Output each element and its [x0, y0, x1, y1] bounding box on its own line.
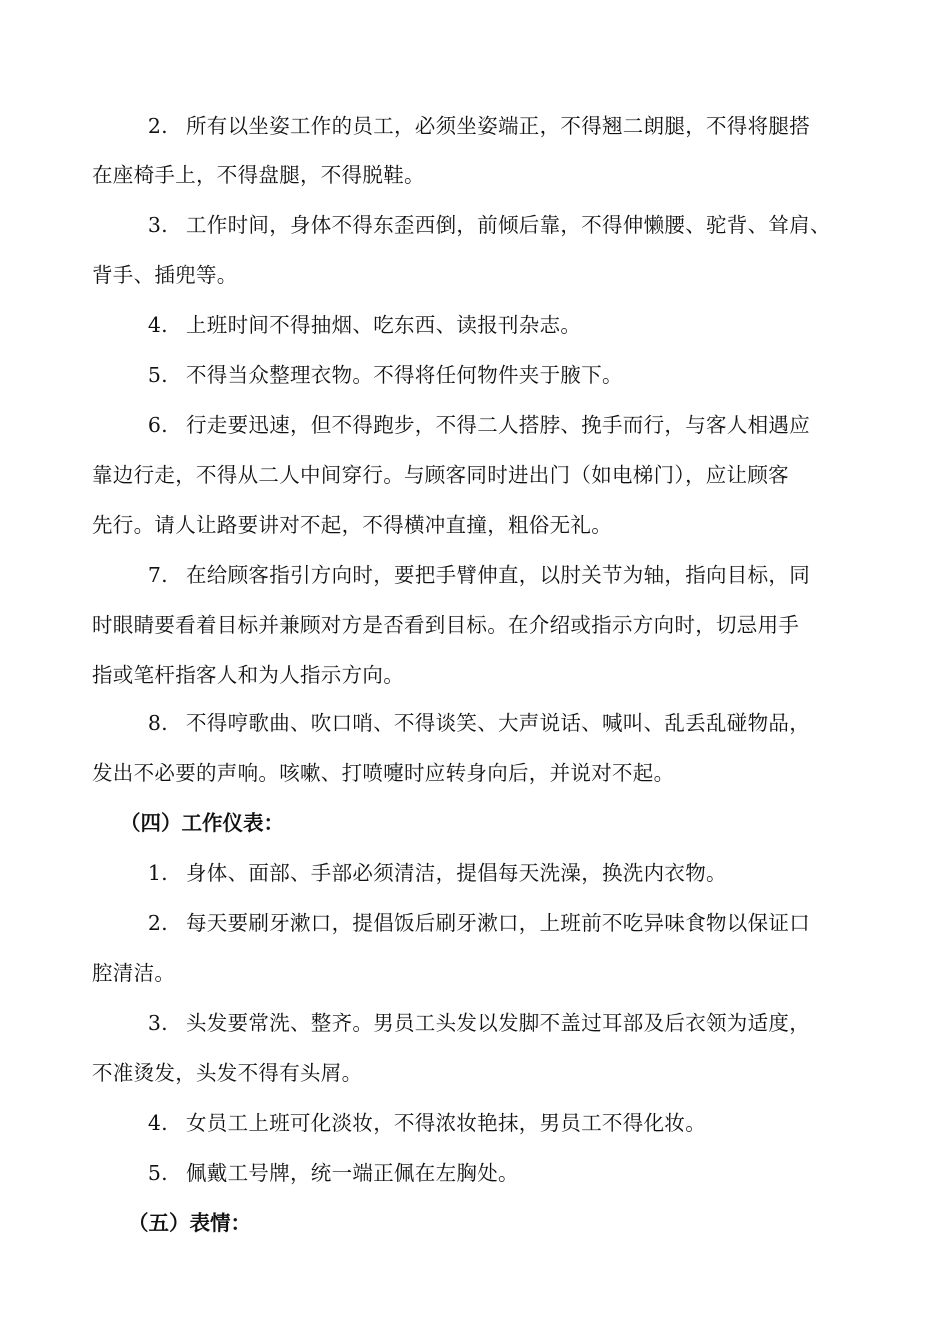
item-text: 佩戴工号牌，统一端正佩在左胸处。 [186, 1161, 519, 1185]
item-text: 行走要迅速，但不得跑步，不得二人搭脖、挽手而行，与客人相遇应 [186, 413, 810, 437]
item-text: 身体、面部、手部必须清洁，提倡每天洗澡，换洗内衣物。 [186, 861, 727, 885]
item-number: 2. [147, 114, 168, 138]
item-text: 不得哼歌曲、吹口哨、不得谈笑、大声说话、喊叫、乱丢乱碰物品， [186, 711, 810, 735]
item-text: 工作时间，身体不得东歪西倒，前倾后靠，不得伸懒腰、驼背、耸肩、 [186, 213, 831, 237]
item-text-continued: 背手、插兜等。 [92, 263, 238, 287]
item-number: 5. [147, 1161, 168, 1185]
item-number: 3. [147, 1011, 168, 1035]
item-number: 8. [147, 711, 168, 735]
item-text-continued: 发出不必要的声响。咳嗽、打喷嚏时应转身向后，并说对不起。 [92, 761, 675, 785]
item-number: 4. [147, 313, 168, 337]
item-text-continued: 腔清洁。 [92, 961, 176, 985]
item-number: 4. [147, 1111, 168, 1135]
item-text-continued: 先行。请人让路要讲对不起，不得横冲直撞，粗俗无礼。 [92, 513, 612, 537]
item-text-continued: 靠边行走，不得从二人中间穿行。与顾客同时进出门（如电梯门），应让顾客 [92, 463, 789, 487]
item-text-continued: 时眼睛要看着目标并兼顾对方是否看到目标。在介绍或指示方向时，切忌用手 [92, 613, 800, 637]
item-text: 女员工上班可化淡妆，不得浓妆艳抹，男员工不得化妆。 [186, 1111, 706, 1135]
item-text: 上班时间不得抽烟、吃东西、读报刊杂志。 [186, 313, 582, 337]
item-text-continued: 指或笔杆指客人和为人指示方向。 [92, 663, 404, 687]
section-heading-work-appearance: （四）工作仪表： [120, 811, 284, 835]
item-number: 1. [147, 861, 168, 885]
item-number: 7. [147, 563, 168, 587]
item-number: 2. [147, 911, 168, 935]
item-text-continued: 在座椅手上，不得盘腿，不得脱鞋。 [92, 163, 425, 187]
item-number: 6. [147, 413, 168, 437]
item-text: 在给顾客指引方向时，要把手臂伸直，以肘关节为轴，指向目标，同 [186, 563, 810, 587]
item-number: 5. [147, 363, 168, 387]
item-text: 不得当众整理衣物。不得将任何物件夹于腋下。 [186, 363, 623, 387]
item-text: 每天要刷牙漱口，提倡饭后刷牙漱口，上班前不吃异味食物以保证口 [186, 911, 810, 935]
item-text: 所有以坐姿工作的员工，必须坐姿端正，不得翘二朗腿，不得将腿搭 [186, 114, 810, 138]
item-text: 头发要常洗、整齐。男员工头发以发脚不盖过耳部及后衣领为适度， [186, 1011, 810, 1035]
item-number: 3. [147, 213, 168, 237]
section-heading-expression: （五）表情： [128, 1211, 251, 1235]
item-text-continued: 不准烫发，头发不得有头屑。 [92, 1061, 363, 1085]
